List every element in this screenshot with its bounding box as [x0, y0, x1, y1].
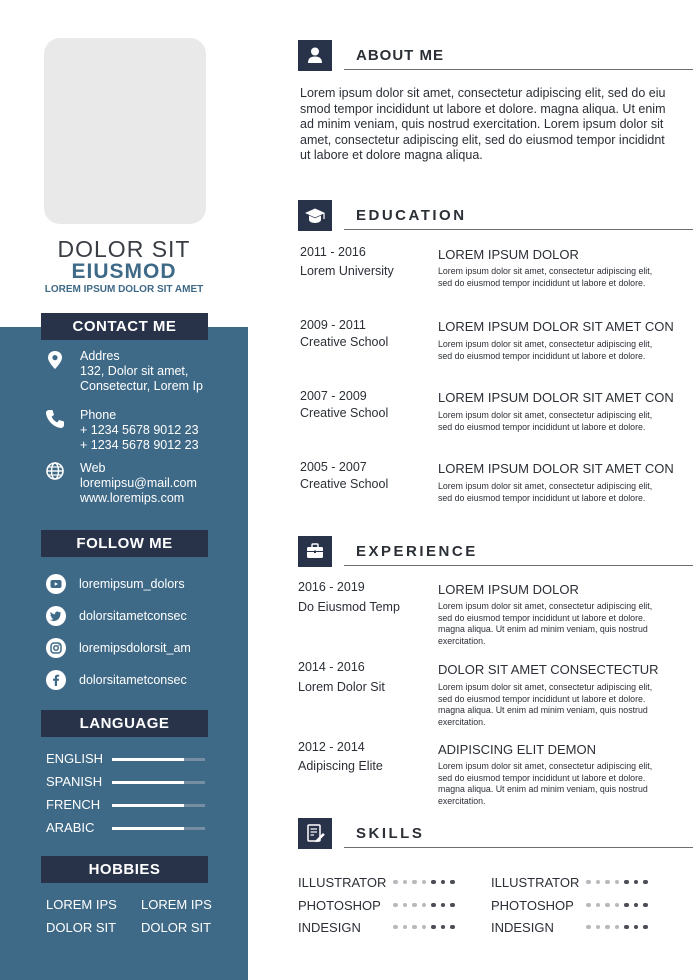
- hobby-item: DOLOR SIT: [141, 920, 212, 935]
- education-title: LOREM IPSUM DOLOR SIT AMET CON: [438, 461, 674, 476]
- experience-title: LOREM IPSUM DOLOR: [438, 582, 579, 597]
- skill-dot: [393, 903, 398, 908]
- education-school: Creative School: [300, 477, 389, 491]
- skill-dot: [403, 925, 408, 930]
- skill-dot: [441, 903, 446, 908]
- education-years: 2005 - 2007: [300, 460, 367, 474]
- facebook-handle[interactable]: dolorsitametconsec: [79, 673, 187, 687]
- language-row-arabic: [46, 820, 206, 836]
- hobby-item: LOREM IPS: [46, 897, 117, 912]
- experience-title: DOLOR SIT AMET CONSECTECTUR: [438, 662, 659, 677]
- skill-dot: [422, 880, 427, 885]
- education-school: Lorem University: [300, 264, 394, 278]
- skill-dot: [605, 903, 610, 908]
- address-line-2: Consetectur, Lorem Ip: [80, 379, 203, 393]
- skill-dot: [586, 903, 591, 908]
- skill-dot: [615, 925, 620, 930]
- skill-dot: [422, 903, 427, 908]
- education-description: Lorem ipsum dolor sit amet, consectetur adipiscing elit, sed do eiusmod tempor incididunt ut labore et dolore.: [438, 339, 653, 361]
- phone-number-2[interactable]: + 1234 5678 9012 23: [80, 438, 199, 452]
- skill-dot: [393, 925, 398, 930]
- skill-dot: [643, 925, 648, 930]
- job-title: LOREM IPSUM DOLOR SIT AMET: [44, 284, 204, 295]
- skill-rating-dots: [393, 924, 455, 930]
- experience-years: 2012 - 2014: [298, 740, 365, 754]
- email-link[interactable]: loremipsu@mail.com: [80, 476, 197, 490]
- education-years: 2009 - 2011: [300, 318, 366, 332]
- language-heading: LANGUAGE: [41, 710, 208, 737]
- skill-rating-dots: [586, 924, 648, 930]
- phone-icon: [44, 408, 66, 430]
- skill-dot: [615, 903, 620, 908]
- skill-rating-dots: [586, 879, 648, 885]
- skill-dot: [615, 880, 620, 885]
- education-description: Lorem ipsum dolor sit amet, consectetur adipiscing elit, sed do eiusmod tempor incididunt ut labore et dolore.: [438, 266, 653, 288]
- twitter-icon: [46, 606, 66, 626]
- youtube-handle[interactable]: loremipsum_dolors: [79, 577, 185, 591]
- skill-dot: [586, 925, 591, 930]
- section-divider: [344, 229, 693, 230]
- skill-name: ILLUSTRATOR: [491, 875, 580, 890]
- experience-years: 2016 - 2019: [298, 580, 365, 594]
- skill-dot: [422, 925, 427, 930]
- education-description: Lorem ipsum dolor sit amet, consectetur adipiscing elit, sed do eiusmod tempor incididunt ut labore et dolore.: [438, 410, 653, 432]
- web-label: Web: [80, 461, 106, 475]
- language-name: ENGLISH: [46, 751, 104, 766]
- skill-rating-dots: [586, 902, 648, 908]
- skill-dot: [596, 880, 601, 885]
- name-first-line: DOLOR SIT: [57, 236, 191, 262]
- skill-name: PHOTOSHOP: [491, 898, 574, 913]
- language-name: FRENCH: [46, 797, 101, 812]
- education-title: LOREM IPSUM DOLOR: [438, 247, 579, 262]
- location-pin-icon: [44, 349, 66, 371]
- edit-document-icon: [298, 818, 332, 849]
- experience-title: ADIPISCING ELIT DEMON: [438, 742, 596, 757]
- language-level-track: [112, 804, 205, 807]
- skill-dot: [643, 903, 648, 908]
- skill-name: INDESIGN: [491, 920, 554, 935]
- section-divider: [344, 69, 693, 70]
- youtube-icon: [46, 574, 66, 594]
- language-row-spanish: [46, 774, 206, 790]
- globe-icon: [44, 461, 66, 483]
- skill-dot: [586, 880, 591, 885]
- skill-dot: [634, 880, 639, 885]
- facebook-icon: [46, 670, 66, 690]
- skill-dot: [412, 880, 417, 885]
- skill-dot: [431, 925, 436, 930]
- skill-dot: [596, 925, 601, 930]
- skill-dot: [431, 903, 436, 908]
- language-level-track: [112, 827, 205, 830]
- follow-heading: FOLLOW ME: [41, 530, 208, 557]
- education-description: Lorem ipsum dolor sit amet, consectetur adipiscing elit, sed do eiusmod tempor incididunt ut labore et dolore.: [438, 481, 653, 503]
- language-level-fill: [112, 781, 184, 784]
- skill-rating-dots: [393, 902, 455, 908]
- graduation-cap-icon: [298, 200, 332, 231]
- experience-description: Lorem ipsum dolor sit amet, consectetur adipiscing elit, sed do eiusmod tempor incididunt ut labore et dolore. magna aliqua. Ut enim ad minim veniam, quis nostrud exercitation.: [438, 601, 653, 646]
- skill-name: INDESIGN: [298, 920, 361, 935]
- experience-company: Do Eiusmod Temp: [298, 600, 400, 614]
- experience-company: Adipiscing Elite: [298, 759, 383, 773]
- language-level-fill: [112, 758, 184, 761]
- language-name: ARABIC: [46, 820, 95, 835]
- skill-name: ILLUSTRATOR: [298, 875, 387, 890]
- about-heading: ABOUT ME: [356, 47, 444, 64]
- experience-heading: EXPERIENCE: [356, 543, 478, 560]
- profile-photo-placeholder: [44, 38, 206, 224]
- briefcase-icon: [298, 536, 332, 567]
- skill-dot: [605, 880, 610, 885]
- skill-dot: [624, 880, 629, 885]
- section-divider: [344, 565, 693, 566]
- skill-dot: [412, 903, 417, 908]
- education-title: LOREM IPSUM DOLOR SIT AMET CON: [438, 319, 674, 334]
- skill-dot: [450, 903, 455, 908]
- skill-dot: [412, 925, 417, 930]
- skill-dot: [596, 903, 601, 908]
- user-icon: [298, 40, 332, 71]
- skill-dot: [393, 880, 398, 885]
- skill-dot: [624, 903, 629, 908]
- twitter-handle[interactable]: dolorsitametconsec: [79, 609, 187, 623]
- skill-dot: [643, 880, 648, 885]
- hobby-item: LOREM IPS: [141, 897, 212, 912]
- education-years: 2011 - 2016: [300, 245, 366, 259]
- about-paragraph: Lorem ipsum dolor sit amet, consectetur adipiscing elit, sed do eiu smod tempor incididunt ut labore et dolore. magna aliqua. Ut enim ad minim veniam, quis nostrud exercitation. Lorem ipsum dolor sit amet, consectetur adipiscing elit, sed do eiusmod tempor incididnt ut labore et dolore magna aliqua.: [300, 86, 666, 162]
- experience-company: Lorem Dolor Sit: [298, 680, 385, 694]
- skill-dot: [403, 903, 408, 908]
- skill-dot: [450, 880, 455, 885]
- section-divider: [344, 847, 693, 848]
- education-heading: EDUCATION: [356, 207, 467, 224]
- instagram-icon: [46, 638, 66, 658]
- skill-rating-dots: [393, 879, 455, 885]
- education-title: LOREM IPSUM DOLOR SIT AMET CON: [438, 390, 674, 405]
- skill-dot: [441, 880, 446, 885]
- skill-dot: [624, 925, 629, 930]
- education-years: 2007 - 2009: [300, 389, 367, 403]
- language-row-english: [46, 751, 206, 767]
- instagram-handle[interactable]: loremipsdolorsit_am: [79, 641, 191, 655]
- name-second-line: EIUSMOD: [71, 260, 177, 283]
- language-level-track: [112, 781, 205, 784]
- skill-name: PHOTOSHOP: [298, 898, 381, 913]
- education-school: Creative School: [300, 406, 389, 420]
- skill-dot: [450, 925, 455, 930]
- website-link[interactable]: www.loremips.com: [80, 491, 185, 505]
- language-level-fill: [112, 827, 184, 830]
- language-level-track: [112, 758, 205, 761]
- phone-label: Phone: [80, 408, 117, 422]
- address-line-1: 132, Dolor sit amet,: [80, 364, 189, 378]
- skills-heading: SKILLS: [356, 825, 425, 842]
- experience-description: Lorem ipsum dolor sit amet, consectetur adipiscing elit, sed do eiusmod tempor incididunt ut labore et dolore. magna aliqua. Ut enim ad minim veniam, quis nostrud exercitation.: [438, 761, 653, 806]
- hobby-item: DOLOR SIT: [46, 920, 117, 935]
- skill-dot: [431, 880, 436, 885]
- address-label: Addres: [80, 349, 120, 363]
- phone-number-1[interactable]: + 1234 5678 9012 23: [80, 423, 199, 437]
- education-school: Creative School: [300, 335, 389, 349]
- language-level-fill: [112, 804, 184, 807]
- hobbies-heading: HOBBIES: [41, 856, 208, 883]
- language-name: SPANISH: [46, 774, 103, 789]
- experience-description: Lorem ipsum dolor sit amet, consectetur adipiscing elit, sed do eiusmod tempor incididunt ut labore et dolore. magna aliqua. Ut enim ad minim veniam, quis nostrud exercitation.: [438, 682, 653, 727]
- contact-heading: CONTACT ME: [41, 313, 208, 340]
- language-row-french: [46, 797, 206, 813]
- skill-dot: [605, 925, 610, 930]
- skill-dot: [403, 880, 408, 885]
- skill-dot: [634, 925, 639, 930]
- skill-dot: [634, 903, 639, 908]
- experience-years: 2014 - 2016: [298, 660, 365, 674]
- skill-dot: [441, 925, 446, 930]
